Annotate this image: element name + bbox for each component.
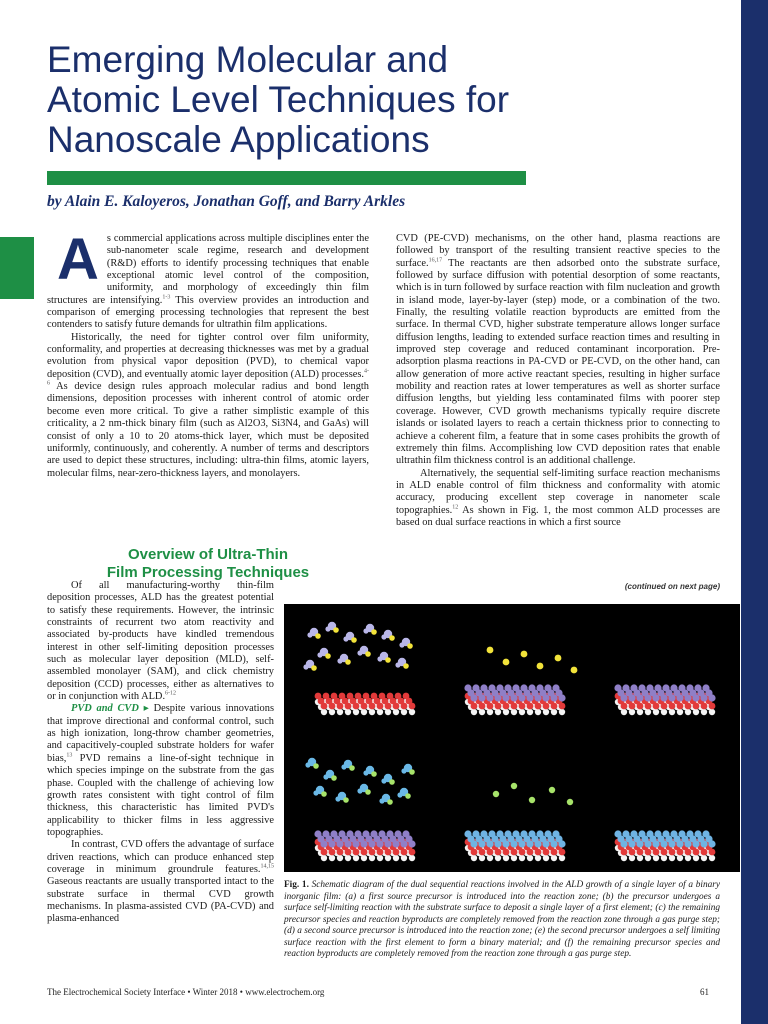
- panel-b-layer-atom: [558, 694, 565, 701]
- panel-a-precursor-atom: [399, 642, 404, 647]
- panel-d-precursor-atom: [363, 770, 368, 775]
- panel-d-precursor-atom: [381, 778, 386, 783]
- panel-a-base-atom: [337, 709, 343, 715]
- panel-a-substrate-atom: [321, 703, 328, 710]
- reference-marker: 14,15: [260, 863, 274, 870]
- reference-marker: 13: [66, 752, 73, 759]
- panel-d-layer-atom: [384, 840, 391, 847]
- body-paragraph: PVD and CVD ▸ Despite various innovations that improve directional and conformal control, such as high ionization, long-throw chamber geometries, and capacitively-coupled substrate holders for wafer bias,$^{13}$ PVD remains a line-of-sight technique in which species impinge on the substrate from the gas phase. Coupled with the challenge of achieving low growth rates consistent with tight control of film thickness, this characteristic has limited PVD's applicability to thicker films in less aggressive topographies.: [47, 703, 274, 838]
- panel-d-precursor-ligand: [371, 771, 377, 777]
- panel-d-base-atom: [409, 855, 415, 861]
- panel-e-base-atom: [535, 855, 541, 861]
- panel-d-precursor-atom: [341, 764, 346, 769]
- panel-c-substrate-atom: [629, 703, 636, 710]
- panel-c-base-atom: [693, 709, 699, 715]
- figure-caption: [284, 880, 720, 961]
- panel-a-precursor-atom: [307, 632, 312, 637]
- panel-d-precursor-ligand: [313, 763, 319, 769]
- panel-a-precursor-atom: [357, 650, 362, 655]
- panel-d-precursor-ligand: [405, 793, 411, 799]
- reference-marker: 16,17: [428, 257, 443, 264]
- panel-e-base-atom: [479, 855, 485, 861]
- panel-d-layer-atom: [368, 840, 375, 847]
- panel-c-base-atom: [669, 709, 675, 715]
- panel-f-substrate-atom: [637, 849, 644, 856]
- panel-f-layer-atom: [660, 840, 667, 847]
- panel-d-layer-atom: [320, 840, 327, 847]
- panel-b-base-atom: [487, 709, 493, 715]
- panel-d-substrate-atom: [393, 849, 400, 856]
- panel-b-byproduct: [503, 659, 510, 666]
- panel-a-precursor-ligand: [315, 633, 321, 639]
- panel-d-precursor-atom: [305, 762, 310, 767]
- panel-f-substrate-atom: [621, 849, 628, 856]
- panel-d-base-atom: [377, 855, 383, 861]
- panel-a-precursor-atom: [377, 656, 382, 661]
- panel-c-base-atom: [637, 709, 643, 715]
- panel-e-base-atom: [503, 855, 509, 861]
- panel-f-substrate-atom: [653, 849, 660, 856]
- panel-d-precursor-ligand: [365, 789, 371, 795]
- figure-caption-text: Schematic diagram of the dual sequential reactions involved in the ALD growth of a single layer of a binary inorganic film: (a) a first source precursor is introduced into the reaction zone; (b) the precursor undergoes a surface self-limiting reaction with the substrate surface to deposit a single layer of a first element; (c) the remaining precursor species and reaction byproducts are completely removed from the reaction zone through a gas purge step; (d) a second source precursor is introduced into the reaction zone; (e) the second precursor undergoes a self limiting surface reaction with the first element to form a binary material; and (f) the remaining precursor species and reaction byproducts are completely removed from the reaction zone through a gas purge step.: [284, 880, 720, 959]
- panel-d-layer-atom: [376, 840, 383, 847]
- section-tab-marker: [0, 237, 34, 299]
- panel-f-layer-atom: [636, 840, 643, 847]
- body-paragraph: In contrast, CVD offers the advantage of surface driven reactions, which can produce enhanced step coverage in minimum groundrule features.$^{14,15}$ Gaseous reactants are usually transported intact to the substrate surface in thermal CVD growth mechanisms. In plasma-assisted CVD (PA-CVD) and plasma-enhanced: [47, 839, 274, 925]
- panel-b-substrate-atom: [543, 703, 550, 710]
- panel-e-substrate-atom: [487, 849, 494, 856]
- page-number: 61: [700, 987, 709, 997]
- intro-paragraph-1: As commercial applications across multiple disciplines enter the sub-nanometer scale regime, research and development (R&D) efforts to identify processing techniques that enable exceptional atomic level control of the composition, uniformity, and morphology of exceedingly thin film structures are intensifying.$^{1-3}$ This overview provides an introduction and comparison of emerging processing technologies that represent the best contenders to satisfy future demands for ultrathin film applications.: [47, 227, 369, 331]
- reference-marker: 1-3: [162, 294, 171, 301]
- panel-d-substrate-atom: [361, 849, 368, 856]
- panel-a-precursor-ligand: [389, 635, 395, 641]
- panel-b-byproduct: [555, 655, 562, 662]
- panel-e-base-atom: [559, 855, 565, 861]
- intro-column: [47, 227, 369, 480]
- panel-e-layer-atom: [494, 840, 501, 847]
- panel-c-base-atom: [709, 709, 715, 715]
- panel-b-layer-atom: [542, 694, 549, 701]
- panel-b-byproduct: [487, 647, 494, 654]
- panel-c-layer-atom: [700, 694, 707, 701]
- panel-e-substrate-atom: [551, 849, 558, 856]
- panel-d-layer-atom: [336, 840, 343, 847]
- panel-e-layer-atom: [478, 840, 485, 847]
- panel-d-precursor-atom: [357, 788, 362, 793]
- section-heading-line-1: Overview of Ultra-Thin: [127, 546, 289, 564]
- panel-f-layer-atom: [700, 840, 707, 847]
- panel-f-base-atom: [621, 855, 627, 861]
- panel-a-precursor-atom: [381, 634, 386, 639]
- panel-c-substrate-atom: [685, 703, 692, 710]
- panel-d-base-atom: [353, 855, 359, 861]
- panel-a-substrate-atom: [369, 703, 376, 710]
- panel-a-substrate-atom: [337, 703, 344, 710]
- panel-a-substrate-atom: [377, 703, 384, 710]
- panel-f-substrate-atom: [709, 849, 716, 856]
- panel-b-substrate-atom: [503, 703, 510, 710]
- panel-e-layer-atom: [558, 840, 565, 847]
- panel-e-layer-atom: [526, 840, 533, 847]
- panel-a-precursor-ligand: [325, 653, 331, 659]
- reference-marker: 6-12: [165, 690, 177, 697]
- panel-c-substrate-atom: [669, 703, 676, 710]
- panel-a-base-atom: [329, 709, 335, 715]
- panel-a-precursor-ligand: [351, 637, 357, 643]
- panel-d-substrate-atom: [385, 849, 392, 856]
- right-column: [396, 233, 720, 529]
- author-byline: by Alain E. Kaloyeros, Jonathan Goff, and Barry Arkles: [47, 193, 406, 210]
- panel-f-base-atom: [661, 855, 667, 861]
- panel-f-base-atom: [669, 855, 675, 861]
- panel-e-substrate-atom: [519, 849, 526, 856]
- panel-d-precursor-atom: [335, 796, 340, 801]
- panel-a-precursor-atom: [317, 652, 322, 657]
- panel-a-precursor-ligand: [407, 643, 413, 649]
- panel-a-precursor-ligand: [333, 627, 339, 633]
- panel-d-layer-atom: [344, 840, 351, 847]
- panel-a-precursor-ligand: [365, 651, 371, 657]
- panel-b-substrate-atom: [471, 703, 478, 710]
- panel-a-base-atom: [401, 709, 407, 715]
- panel-b-layer-atom: [510, 694, 517, 701]
- panel-e-byproduct: [511, 783, 517, 789]
- panel-f-substrate-atom: [645, 849, 652, 856]
- panel-e-base-atom: [495, 855, 501, 861]
- panel-c-base-atom: [645, 709, 651, 715]
- panel-b-layer-atom: [494, 694, 501, 701]
- panel-d-substrate-atom: [345, 849, 352, 856]
- panel-f-base-atom: [653, 855, 659, 861]
- panel-c-layer-atom: [644, 694, 651, 701]
- panel-d-substrate-atom: [329, 849, 336, 856]
- panel-f-base-atom: [637, 855, 643, 861]
- panel-d-precursor-ligand: [409, 769, 415, 775]
- panel-d-substrate-atom: [401, 849, 408, 856]
- panel-c-layer-atom: [628, 694, 635, 701]
- panel-f-layer-atom: [684, 840, 691, 847]
- panel-e-substrate-atom: [535, 849, 542, 856]
- panel-e-base-atom: [487, 855, 493, 861]
- panel-a-precursor-atom: [343, 636, 348, 641]
- panel-f-layer-atom: [628, 840, 635, 847]
- panel-d-substrate-atom: [321, 849, 328, 856]
- panel-f-layer-atom: [708, 840, 715, 847]
- panel-c-substrate-atom: [645, 703, 652, 710]
- panel-e-layer-atom: [510, 840, 517, 847]
- panel-a-substrate-atom: [393, 703, 400, 710]
- panel-a-precursor-ligand: [385, 657, 391, 663]
- panel-f-substrate-atom: [661, 849, 668, 856]
- panel-d-base-atom: [385, 855, 391, 861]
- panel-e-base-atom: [519, 855, 525, 861]
- panel-d-precursor-ligand: [389, 779, 395, 785]
- panel-e-byproduct: [567, 799, 573, 805]
- panel-a-precursor-atom: [363, 628, 368, 633]
- panel-b-substrate-atom: [519, 703, 526, 710]
- panel-d-precursor-atom: [379, 798, 384, 803]
- panel-f-base-atom: [677, 855, 683, 861]
- panel-d-base-atom: [345, 855, 351, 861]
- panel-b-base-atom: [495, 709, 501, 715]
- panel-e-base-atom: [551, 855, 557, 861]
- panel-e-substrate-atom: [559, 849, 566, 856]
- panel-b-base-atom: [535, 709, 541, 715]
- panel-b-base-atom: [503, 709, 509, 715]
- panel-f-substrate-atom: [669, 849, 676, 856]
- panel-e-byproduct: [529, 797, 535, 803]
- panel-d-layer-atom: [392, 840, 399, 847]
- panel-b-base-atom: [543, 709, 549, 715]
- panel-d-precursor-ligand: [387, 799, 393, 805]
- panel-f-layer-atom: [652, 840, 659, 847]
- panel-a-substrate-atom: [409, 703, 416, 710]
- panel-c-layer-atom: [684, 694, 691, 701]
- panel-e-layer-atom: [534, 840, 541, 847]
- panel-a-base-atom: [369, 709, 375, 715]
- panel-b-substrate-atom: [559, 703, 566, 710]
- body-paragraph: Alternatively, the sequential self-limiting surface reaction mechanisms in ALD enable control of film thickness and conformality with atomic accuracy, producing excellent step coverage in nanometer scale topographies.$^{12}$ As shown in Fig. 1, the most common ALD processes are based on dual surface reactions in which a first source: [396, 467, 720, 528]
- panel-c-base-atom: [677, 709, 683, 715]
- panel-c-layer-atom: [692, 694, 699, 701]
- panel-c-base-atom: [661, 709, 667, 715]
- panel-a-base-atom: [345, 709, 351, 715]
- panel-c-substrate-atom: [661, 703, 668, 710]
- panel-b-substrate-atom: [535, 703, 542, 710]
- panel-c-layer-atom: [620, 694, 627, 701]
- panel-b-base-atom: [559, 709, 565, 715]
- left-bottom-column: [47, 580, 274, 926]
- panel-c-layer-atom: [708, 694, 715, 701]
- panel-e-base-atom: [543, 855, 549, 861]
- panel-f-substrate-atom: [693, 849, 700, 856]
- ald-schematic-figure: [284, 604, 740, 872]
- article-title: [47, 40, 687, 160]
- panel-e-substrate-atom: [511, 849, 518, 856]
- panel-e-layer-atom: [542, 840, 549, 847]
- panel-e-substrate-atom: [479, 849, 486, 856]
- panel-a-substrate-atom: [361, 703, 368, 710]
- panel-d-substrate-atom: [337, 849, 344, 856]
- panel-c-substrate-atom: [621, 703, 628, 710]
- panel-e-base-atom: [471, 855, 477, 861]
- title-rule: [47, 171, 526, 185]
- panel-b-base-atom: [527, 709, 533, 715]
- panel-b-substrate-atom: [527, 703, 534, 710]
- body-paragraph: Of all manufacturing-worthy thin-film deposition processes, ALD has the greatest potential to satisfy these requirements. However, the intrinsic constraints of recurrent two atom reactivity and associated by-products have kindled tremendous interest in other self-limiting deposition processes such as molecular layer deposition (MLD), self-assembled monolayer (SAM), and click chemistry deposition (CCD) processes, either as alternatives to or in conjunction with ALD.$^{6-12}$: [47, 580, 274, 703]
- page-footer: The Electrochemical Society Interface • Winter 2018 • www.electrochem.org: [47, 987, 325, 997]
- panel-a-base-atom: [321, 709, 327, 715]
- panel-e-substrate-atom: [471, 849, 478, 856]
- intro-paragraph-2: Historically, the need for tighter control over film uniformity, conformality, and properties at decreasing thicknesses was met by a gradual evolution from physical vapor deposition (PVD), to chemical vapor deposition (CVD), and eventually atomic layer deposition (ALD) processes.$^{4-6}$ As device design rules approach molecular radius and bond length dimensions, deposition processes with inherent control of atomic order become even more critical. To give a rather simplistic example of this criticality, a 2 nm-thick binary film (such as Al2O3, Si3N4, and GaAs) will consist of only a 10 to 20 atoms-thick layer, which must be deposited uniformly, continuously, and coherently. A number of terms and descriptors are used to depict these structures, including: ultra-thin films, atomic layers, molecular films, near-zero-thickness layers, and monolayers.: [47, 331, 369, 479]
- panel-f-base-atom: [645, 855, 651, 861]
- panel-b-base-atom: [511, 709, 517, 715]
- panel-a-base-atom: [361, 709, 367, 715]
- panel-b-base-atom: [551, 709, 557, 715]
- panel-b-layer-atom: [502, 694, 509, 701]
- panel-c-substrate-atom: [693, 703, 700, 710]
- panel-d-layer-atom: [328, 840, 335, 847]
- panel-a-base-atom: [385, 709, 391, 715]
- panel-a-base-atom: [353, 709, 359, 715]
- panel-e-byproduct: [549, 787, 555, 793]
- panel-f-layer-atom: [692, 840, 699, 847]
- panel-e-substrate-atom: [495, 849, 502, 856]
- panel-e-byproduct: [493, 791, 499, 797]
- panel-a-precursor-atom: [303, 664, 308, 669]
- panel-a-base-atom: [393, 709, 399, 715]
- panel-b-substrate-atom: [479, 703, 486, 710]
- panel-a-substrate-atom: [345, 703, 352, 710]
- panel-c-base-atom: [621, 709, 627, 715]
- drop-cap: A: [57, 227, 99, 292]
- panel-f-base-atom: [701, 855, 707, 861]
- panel-f-layer-atom: [668, 840, 675, 847]
- panel-b-layer-atom: [534, 694, 541, 701]
- panel-a-substrate-atom: [401, 703, 408, 710]
- panel-b-layer-atom: [550, 694, 557, 701]
- panel-a-precursor-atom: [325, 626, 330, 631]
- panel-f-base-atom: [709, 855, 715, 861]
- panel-a-base-atom: [409, 709, 415, 715]
- panel-a-precursor-ligand: [371, 629, 377, 635]
- panel-d-base-atom: [369, 855, 375, 861]
- panel-b-layer-atom: [526, 694, 533, 701]
- panel-d-precursor-atom: [397, 792, 402, 797]
- page-edge-bar: [741, 0, 768, 1024]
- panel-a-precursor-ligand: [345, 659, 351, 665]
- panel-d-base-atom: [393, 855, 399, 861]
- panel-a-precursor-ligand: [311, 665, 317, 671]
- panel-b-substrate-atom: [511, 703, 518, 710]
- panel-d-precursor-atom: [323, 774, 328, 779]
- panel-a-precursor-atom: [395, 662, 400, 667]
- panel-c-base-atom: [653, 709, 659, 715]
- panel-d-precursor-atom: [313, 790, 318, 795]
- panel-a-substrate-atom: [329, 703, 336, 710]
- title-line-1: Emerging Molecular and: [47, 39, 449, 80]
- panel-e-layer-atom: [550, 840, 557, 847]
- panel-f-substrate-atom: [629, 849, 636, 856]
- panel-a-precursor-ligand: [403, 663, 409, 669]
- panel-b-layer-atom: [470, 694, 477, 701]
- title-line-2: Atomic Level Techniques for: [47, 79, 510, 120]
- figure-label: Fig. 1.: [284, 880, 309, 890]
- panel-e-layer-atom: [486, 840, 493, 847]
- panel-b-layer-atom: [486, 694, 493, 701]
- panel-d-layer-atom: [352, 840, 359, 847]
- panel-d-layer-atom: [400, 840, 407, 847]
- panel-d-precursor-ligand: [343, 797, 349, 803]
- panel-c-substrate-atom: [701, 703, 708, 710]
- panel-c-layer-atom: [652, 694, 659, 701]
- panel-e-substrate-atom: [503, 849, 510, 856]
- panel-d-substrate-atom: [369, 849, 376, 856]
- panel-b-byproduct: [537, 663, 544, 670]
- panel-b-byproduct: [571, 667, 578, 674]
- panel-e-layer-atom: [502, 840, 509, 847]
- panel-f-layer-atom: [644, 840, 651, 847]
- panel-c-substrate-atom: [677, 703, 684, 710]
- panel-b-substrate-atom: [551, 703, 558, 710]
- panel-e-base-atom: [511, 855, 517, 861]
- panel-d-layer-atom: [360, 840, 367, 847]
- section-heading: [47, 546, 369, 582]
- panel-d-substrate-atom: [377, 849, 384, 856]
- panel-c-layer-atom: [636, 694, 643, 701]
- panel-f-base-atom: [693, 855, 699, 861]
- run-in-heading: PVD and CVD ▸: [71, 703, 149, 715]
- panel-f-base-atom: [685, 855, 691, 861]
- panel-b-base-atom: [471, 709, 477, 715]
- panel-f-substrate-atom: [701, 849, 708, 856]
- panel-a-base-atom: [377, 709, 383, 715]
- reference-marker: 4-6: [47, 368, 369, 387]
- panel-c-base-atom: [685, 709, 691, 715]
- panel-c-substrate-atom: [653, 703, 660, 710]
- panel-b-base-atom: [519, 709, 525, 715]
- panel-f-base-atom: [629, 855, 635, 861]
- panel-d-base-atom: [401, 855, 407, 861]
- panel-f-layer-atom: [620, 840, 627, 847]
- panel-f-substrate-atom: [677, 849, 684, 856]
- panel-c-layer-atom: [668, 694, 675, 701]
- panel-e-substrate-atom: [527, 849, 534, 856]
- panel-c-base-atom: [701, 709, 707, 715]
- panel-c-layer-atom: [660, 694, 667, 701]
- panel-a-precursor-atom: [337, 658, 342, 663]
- panel-b-layer-atom: [518, 694, 525, 701]
- panel-c-layer-atom: [676, 694, 683, 701]
- panel-d-base-atom: [337, 855, 343, 861]
- panel-e-substrate-atom: [543, 849, 550, 856]
- panel-f-layer-atom: [676, 840, 683, 847]
- panel-d-precursor-ligand: [349, 765, 355, 771]
- panel-b-layer-atom: [478, 694, 485, 701]
- title-line-3: Nanoscale Applications: [47, 119, 430, 160]
- panel-f-substrate-atom: [685, 849, 692, 856]
- panel-d-layer-atom: [408, 840, 415, 847]
- panel-d-precursor-ligand: [321, 791, 327, 797]
- panel-d-substrate-atom: [353, 849, 360, 856]
- panel-b-substrate-atom: [495, 703, 502, 710]
- panel-d-base-atom: [321, 855, 327, 861]
- panel-d-substrate-atom: [409, 849, 416, 856]
- panel-d-precursor-atom: [401, 768, 406, 773]
- panel-a-substrate-atom: [353, 703, 360, 710]
- panel-d-base-atom: [361, 855, 367, 861]
- reference-marker: 12: [452, 504, 459, 511]
- panel-b-byproduct: [521, 651, 528, 658]
- panel-d-base-atom: [329, 855, 335, 861]
- panel-c-substrate-atom: [637, 703, 644, 710]
- panel-e-layer-atom: [470, 840, 477, 847]
- section-heading-line-2: Film Processing Techniques: [106, 564, 310, 582]
- panel-d-precursor-ligand: [331, 775, 337, 781]
- panel-b-base-atom: [479, 709, 485, 715]
- panel-e-base-atom: [527, 855, 533, 861]
- panel-c-base-atom: [629, 709, 635, 715]
- panel-c-substrate-atom: [709, 703, 716, 710]
- panel-a-substrate-atom: [385, 703, 392, 710]
- panel-e-layer-atom: [518, 840, 525, 847]
- body-paragraph: CVD (PE-CVD) mechanisms, on the other hand, plasma reactions are followed by transport of the resulting transient reactive species to the surface.$^{16,17}$ The reactants are then adsorbed onto the substrate surface, followed by surface diffusion with potential desorption of some reactants, which is in turn followed by surface reaction with film nucleation and growth in island mode, layer-by-layer (step) mode, or a combination of the two. Finally, the resulting volatile reaction byproducts are emitted from the surface. In thermal CVD, higher substrate temperature allows longer surface diffusion lengths, leading to extended surface reaction times and resulting in improved step coverage and reduced contaminant incorporation. Pre-adsorption plasma reactions in PA-CVD or PE-CVD, on the other hand, can allow generation of more active reactant species, resulting in higher surface mobility and reaction rates at lower temperatures as well as shorter surface diffusion lengths, but yielding less contaminated films with poorer step coverage. However, CVD growth mechanisms typically require discrete islands or isolated layers to reach a certain thickness prior to connecting to achieve a coherent film, a feature that in some cases prohibits the growth of extremely thin films. Accomplishing low CVD deposition rates that enable ultrathin film thickness control is an additional challenge.: [396, 233, 720, 467]
- panel-b-substrate-atom: [487, 703, 494, 710]
- continued-note: (continued on next page): [624, 582, 720, 591]
